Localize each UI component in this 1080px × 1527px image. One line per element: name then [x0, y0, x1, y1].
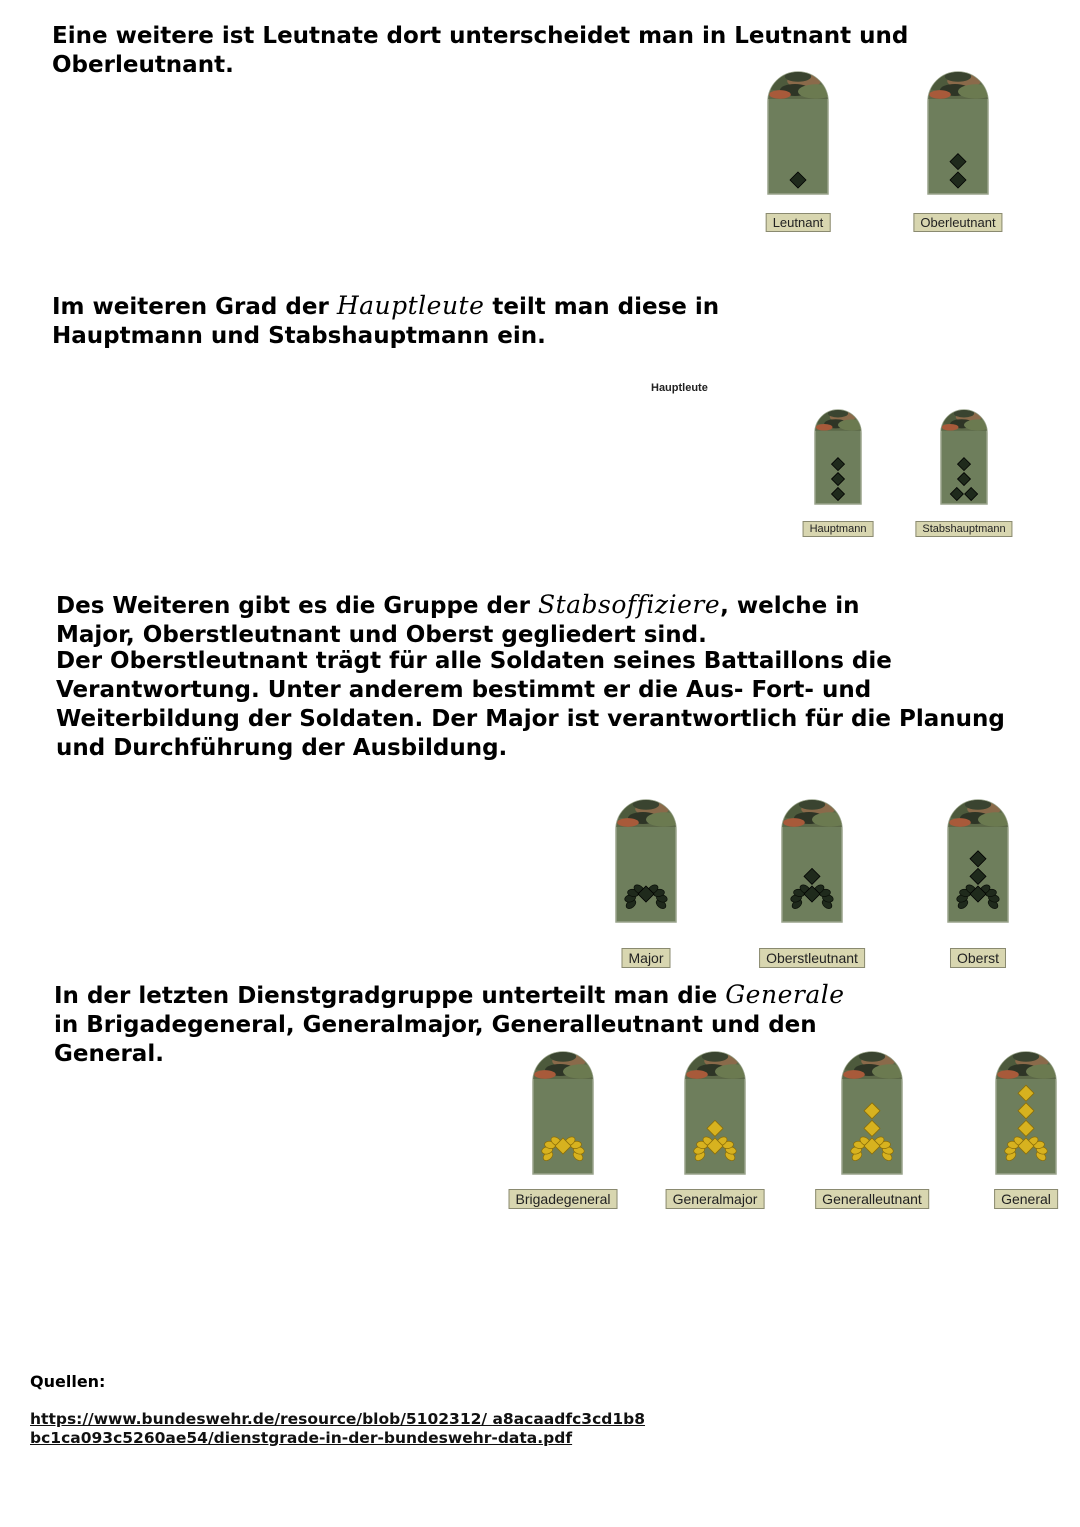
- rank-label: Leutnant: [766, 213, 831, 232]
- shoulder-strap-icon: [842, 1052, 902, 1174]
- section1-text: Eine weitere ist Leutnate dort unterscheidet man in Leutnant und Oberleutnant.: [52, 23, 909, 78]
- rank-label: Stabshauptmann: [915, 521, 1012, 537]
- shoulder-strap-icon: [996, 1052, 1056, 1174]
- sources-title: Quellen:: [30, 1372, 106, 1391]
- group-title: Hauptleute: [651, 382, 708, 394]
- shoulder-strap-icon: [533, 1052, 593, 1174]
- rank-label: Brigadegeneral: [509, 1189, 618, 1209]
- rank-label: General: [994, 1189, 1058, 1209]
- rank-label: Oberstleutnant: [759, 948, 865, 968]
- shoulder-strap-icon: [768, 72, 828, 194]
- section3-script-word: Stabsoffiziere: [537, 590, 721, 619]
- rank-label: Oberleutnant: [913, 213, 1002, 232]
- shoulder-strap-icon: [948, 800, 1008, 922]
- shoulder-strap-icon: [782, 800, 842, 922]
- rank-label: Major: [621, 948, 670, 968]
- camouflage-cap: [776, 799, 848, 830]
- shoulder-strap-icon: [815, 410, 861, 504]
- section2-text-before: Im weiteren Grad der: [52, 294, 337, 320]
- rank-label: Generalmajor: [666, 1189, 765, 1209]
- camouflage-cap: [922, 71, 994, 102]
- camouflage-cap: [942, 799, 1014, 830]
- section3-text-line2: Der Oberstleutnant trägt für alle Soldaten seines Battaillons die Verantwortung. Unter anderem bestimmt er die Aus- Fort- und Weiterbildung der Soldaten. Der Major ist verantwortlich für die Planung und Durchführung der Ausbildung.: [56, 648, 1005, 761]
- shoulder-strap-icon: [941, 410, 987, 504]
- rank-label: Hauptmann: [803, 521, 874, 537]
- camouflage-cap: [990, 1051, 1062, 1082]
- rank-label: Generalleutnant: [815, 1189, 929, 1209]
- camouflage-cap: [810, 409, 865, 433]
- camouflage-cap: [836, 1051, 908, 1082]
- shoulder-strap-icon: [928, 72, 988, 194]
- shoulder-strap-icon: [616, 800, 676, 922]
- section3-text-after: , welche in Major, Oberstleutnant und Oberst gegliedert sind.: [56, 593, 860, 648]
- section2-text-after: teilt man diese in Hauptmann und Stabshauptmann ein.: [52, 294, 720, 349]
- section2-text: [52, 291, 872, 351]
- section3-text: [56, 590, 876, 650]
- section4-script-word: Generale: [725, 980, 845, 1009]
- shoulder-strap-icon: [685, 1052, 745, 1174]
- camouflage-cap: [527, 1051, 599, 1082]
- camouflage-cap: [936, 409, 991, 433]
- rank-label: Oberst: [950, 948, 1006, 968]
- camouflage-cap: [762, 71, 834, 102]
- camouflage-cap: [679, 1051, 751, 1082]
- section4-text-after: in Brigadegeneral, Generalmajor, Generalleutnant und den General.: [54, 1012, 817, 1067]
- section4-text-before: In der letzten Dienstgradgruppe unterteilt man die: [54, 983, 726, 1009]
- sources-link[interactable]: https://www.bundeswehr.de/resource/blob/5102312/ a8acaadfc3cd1b8bc1ca093c5260ae54/dienstgrade-in-der-bundeswehr-data.pdf: [30, 1410, 646, 1447]
- section3-text-before: Des Weiteren gibt es die Gruppe der: [56, 593, 538, 619]
- section2-script-word: Hauptleute: [336, 291, 485, 320]
- camouflage-cap: [610, 799, 682, 830]
